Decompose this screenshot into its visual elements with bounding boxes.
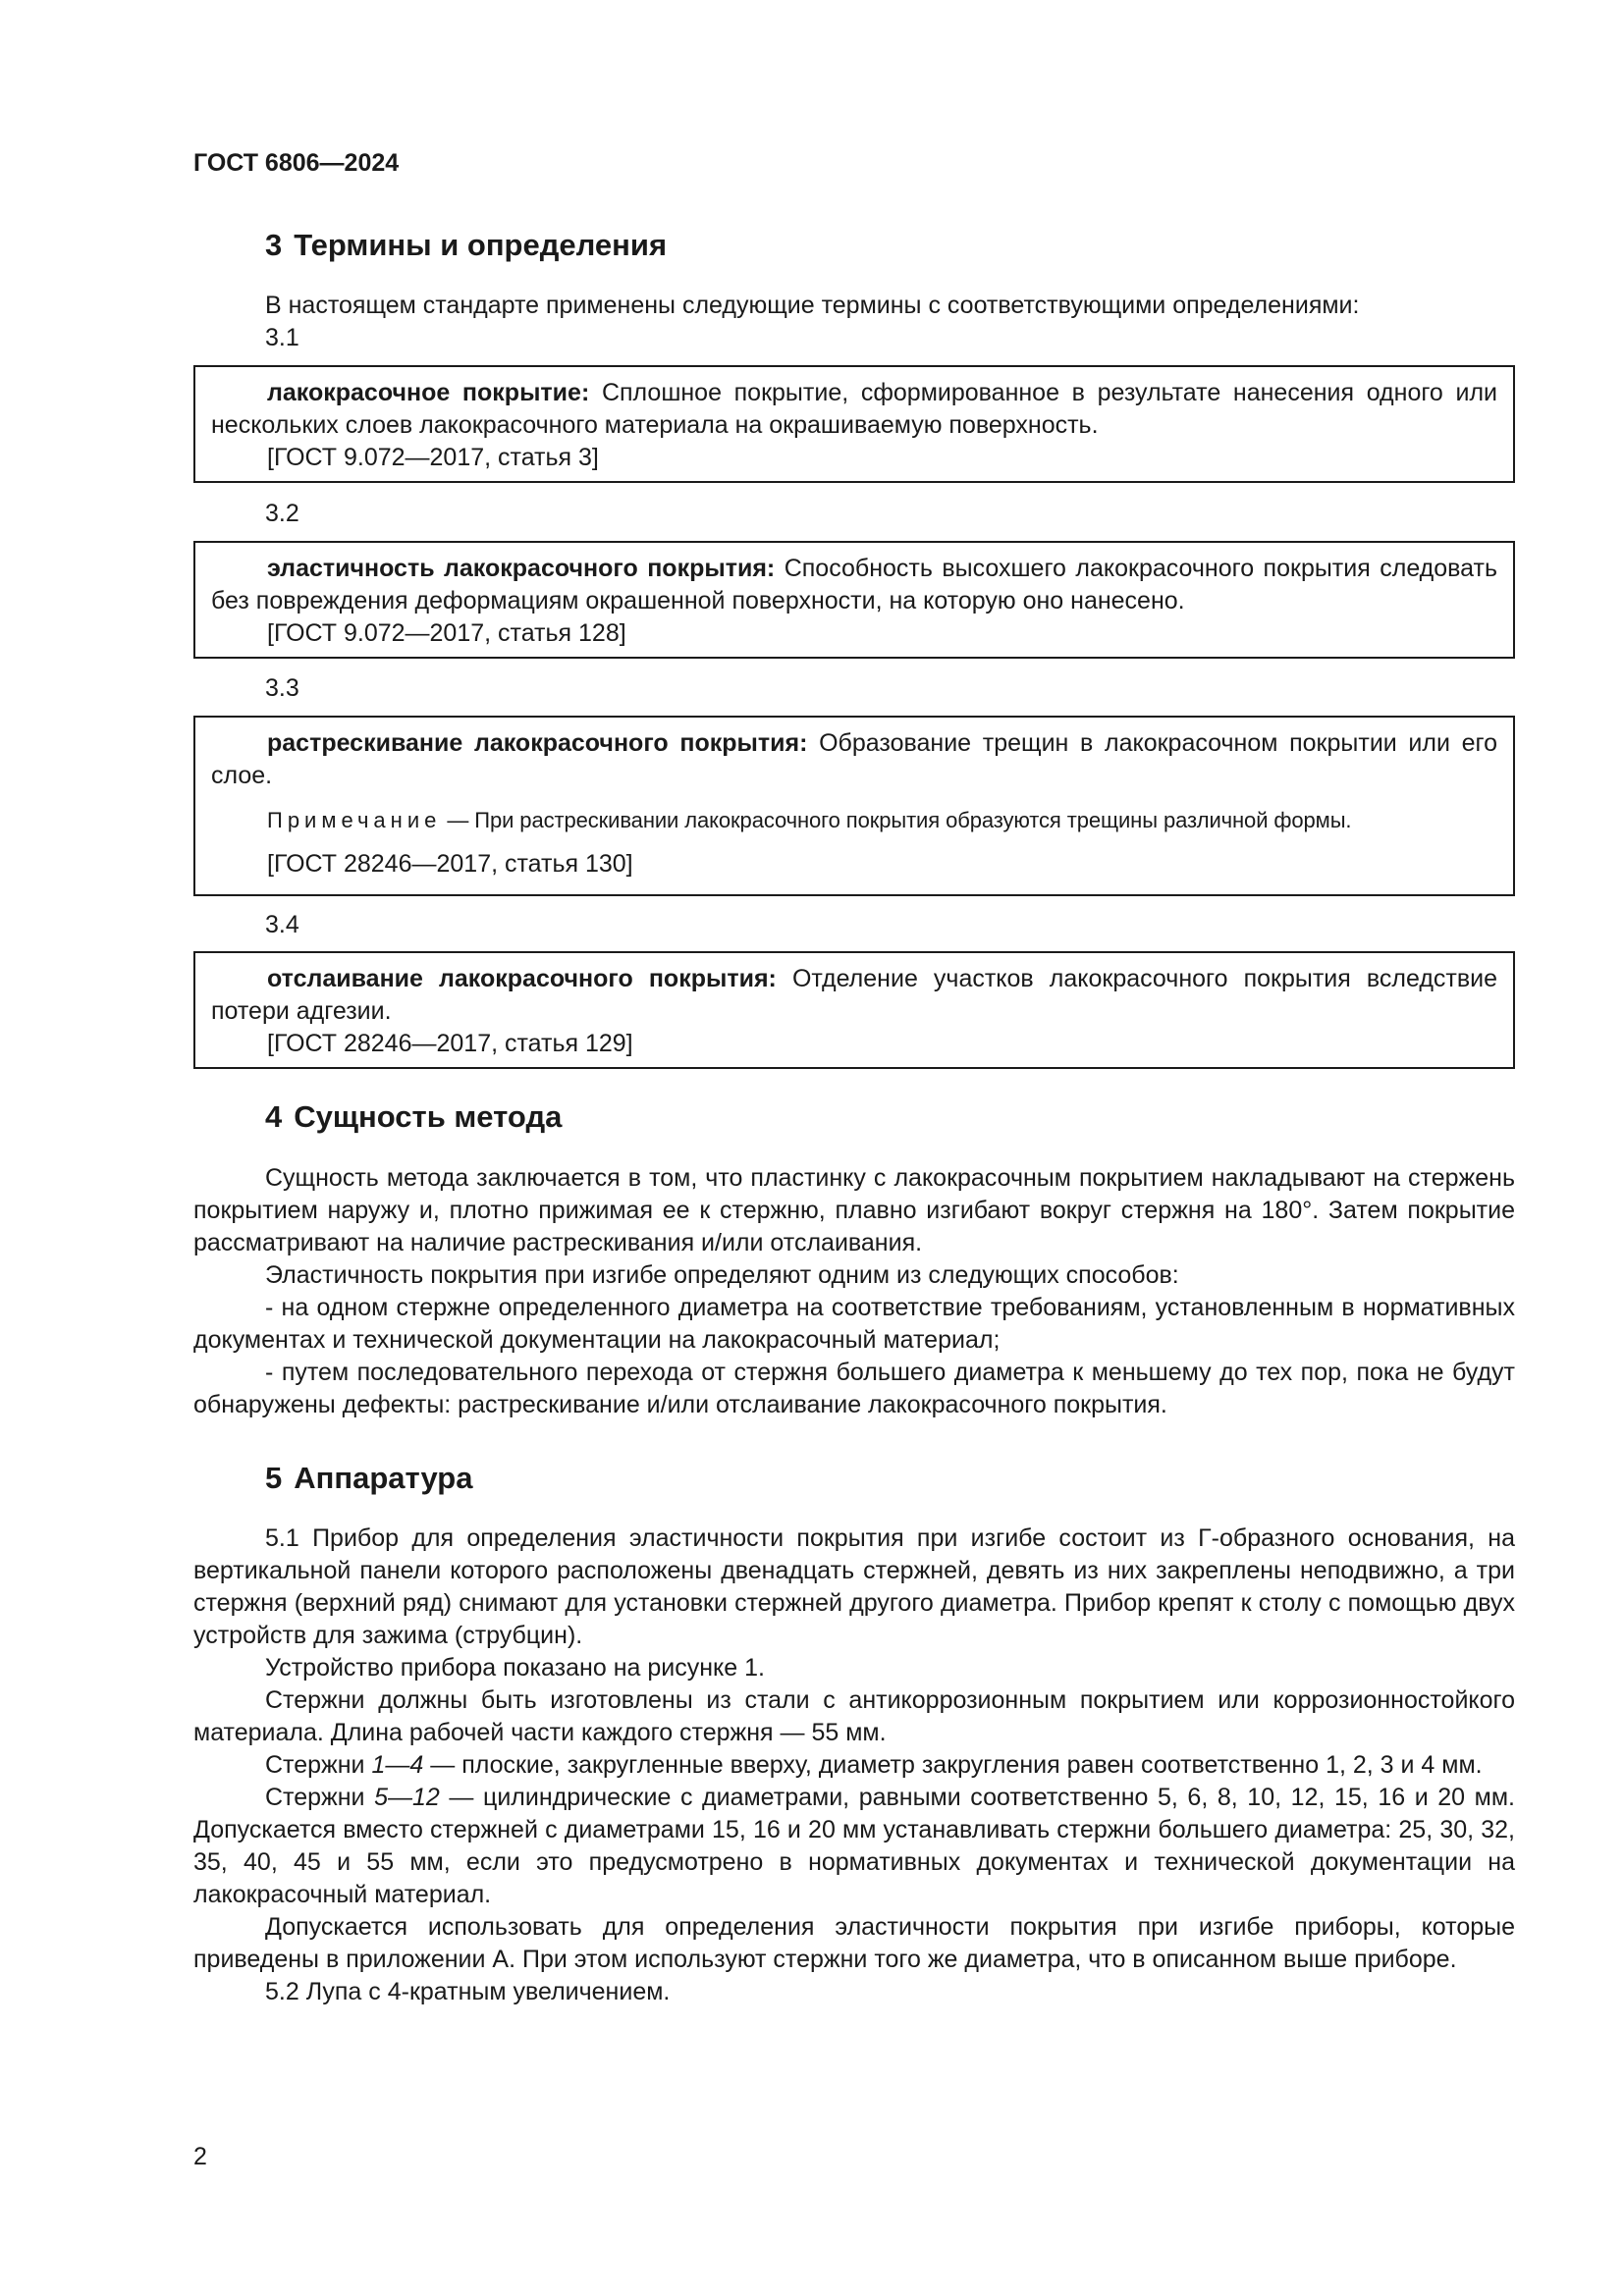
term-number: 3.1 [265, 324, 299, 351]
term-text: Отделение участков лакокрасочного покрытия вследствие потери адгезии. [211, 965, 1498, 1025]
italic-range: 5—12 [374, 1784, 440, 1811]
term-number: 3.3 [265, 674, 299, 702]
term-box-3-4 [193, 951, 1515, 1069]
term-text: Способность высохшего лакокрасочного покрытия следовать без повреждения деформациям окрашенной поверхности, на которую оно нанесено. [211, 555, 1497, 614]
term-note [211, 804, 1497, 836]
term-name: эластичность лакокрасочного покрытия: [267, 555, 776, 582]
section-4-body [193, 1162, 1515, 1421]
section-number: 5 [265, 1461, 283, 1495]
paragraph: Стержни 5—12 — цилиндрические с диаметрами, равными соответственно 5, 6, 8, 10, 12, 15, 16 и 20 мм. Допускается вместо стержней с диаметрами 15, 16 и 20 мм устанавливать стержни большего диаметра: 25, 30, 32, 35, 40, 45 и 55 мм, если это предусмотрено в нормативных документах и технической документации на лакокрасочный материал. [193, 1784, 1515, 1908]
term-definition [211, 377, 1497, 442]
paragraph: 5.1 Прибор для определения эластичности покрытия при изгибе состоит из Г-образного основания, на вертикальной панели которого расположены двенадцать стержней, девять из них закреплены неподвижно, а три стержня (верхний ряд) снимают для установки стержней другого диаметра. Прибор крепят к столу с помощью двух устройств для зажима (струбцин). [193, 1524, 1515, 1649]
term-source: [ГОСТ 28246—2017, статья 130] [267, 850, 633, 878]
paragraph: Эластичность покрытия при изгибе определяют одним из следующих способов: [265, 1261, 1179, 1289]
section-4-heading [265, 1097, 562, 1137]
term-text: Сплошное покрытие, сформированное в результате нанесения одного или нескольких слоев лакокрасочного материала на окрашиваемую поверхность. [211, 379, 1497, 439]
note-label: Примечание [267, 808, 442, 832]
section-title: Термины и определения [294, 228, 668, 262]
section-title: Аппаратура [294, 1461, 473, 1495]
term-name: растрескивание лакокрасочного покрытия: [267, 729, 808, 757]
term-name: отслаивание лакокрасочного покрытия: [267, 965, 777, 992]
italic-range: 1—4 [371, 1751, 424, 1779]
document-header: ГОСТ 6806—2024 [193, 149, 400, 177]
term-box-3-3 [193, 716, 1515, 896]
term-definition [211, 553, 1497, 617]
section-number: 3 [265, 228, 283, 262]
term-definition [211, 727, 1497, 792]
term-box-3-1 [193, 365, 1515, 483]
paragraph: Стержни 1—4 — плоские, закругленные вверху, диаметр закругления равен соответственно 1, 2, 3 и 4 мм. [265, 1751, 1483, 1779]
section-3-heading [265, 226, 667, 265]
paragraph: Допускается использовать для определения эластичности покрытия при изгибе приборы, которые приведены в приложении А. При этом используют стержни того же диаметра, что в описанном выше приборе. [193, 1913, 1515, 1973]
page-number: 2 [193, 2143, 207, 2170]
paragraph: Стержни должны быть изготовлены из стали с антикоррозионным покрытием или коррозионностойкого материала. Длина рабочей части каждого стержня — 55 мм. [193, 1686, 1515, 1746]
section-5-heading [265, 1459, 472, 1498]
list-item: - на одном стержне определенного диаметра на соответствие требованиям, установленным в нормативных документах и технической документации на лакокрасочный материал; [193, 1294, 1515, 1354]
term-source: [ГОСТ 28246—2017, статья 129] [267, 1030, 633, 1057]
note-text: — При растрескивании лакокрасочного покрытия образуются трещины различной формы. [447, 808, 1352, 832]
paragraph: Устройство прибора показано на рисунке 1. [265, 1654, 765, 1682]
term-definition [211, 963, 1497, 1028]
term-name: лакокрасочное покрытие: [267, 379, 590, 406]
term-text: Образование трещин в лакокрасочном покрытии или его слое. [211, 729, 1498, 789]
term-source: [ГОСТ 9.072—2017, статья 128] [267, 619, 626, 647]
paragraph: 5.2 Лупа с 4-кратным увеличением. [265, 1978, 671, 2005]
term-source: [ГОСТ 9.072—2017, статья 3] [267, 444, 599, 471]
term-box-3-2 [193, 541, 1515, 659]
section-number: 4 [265, 1099, 283, 1134]
term-number: 3.2 [265, 500, 299, 527]
section-3-intro: В настоящем стандарте применены следующие термины с соответствующими определениями: [265, 292, 1360, 319]
term-number: 3.4 [265, 911, 299, 938]
section-title: Сущность метода [294, 1099, 563, 1134]
paragraph: Сущность метода заключается в том, что пластинку с лакокрасочным покрытием накладывают на стержень покрытием наружу и, плотно прижимая ее к стержню, плавно изгибают вокруг стержня на 180°. Затем покрытие рассматривают на наличие растрескивания и/или отслаивания. [193, 1164, 1515, 1256]
section-5-body [193, 1522, 1515, 2008]
list-item: - путем последовательного перехода от стержня большего диаметра к меньшему до тех пор, пока не будут обнаружены дефекты: растрескивание и/или отслаивание лакокрасочного покрытия. [193, 1359, 1515, 1418]
